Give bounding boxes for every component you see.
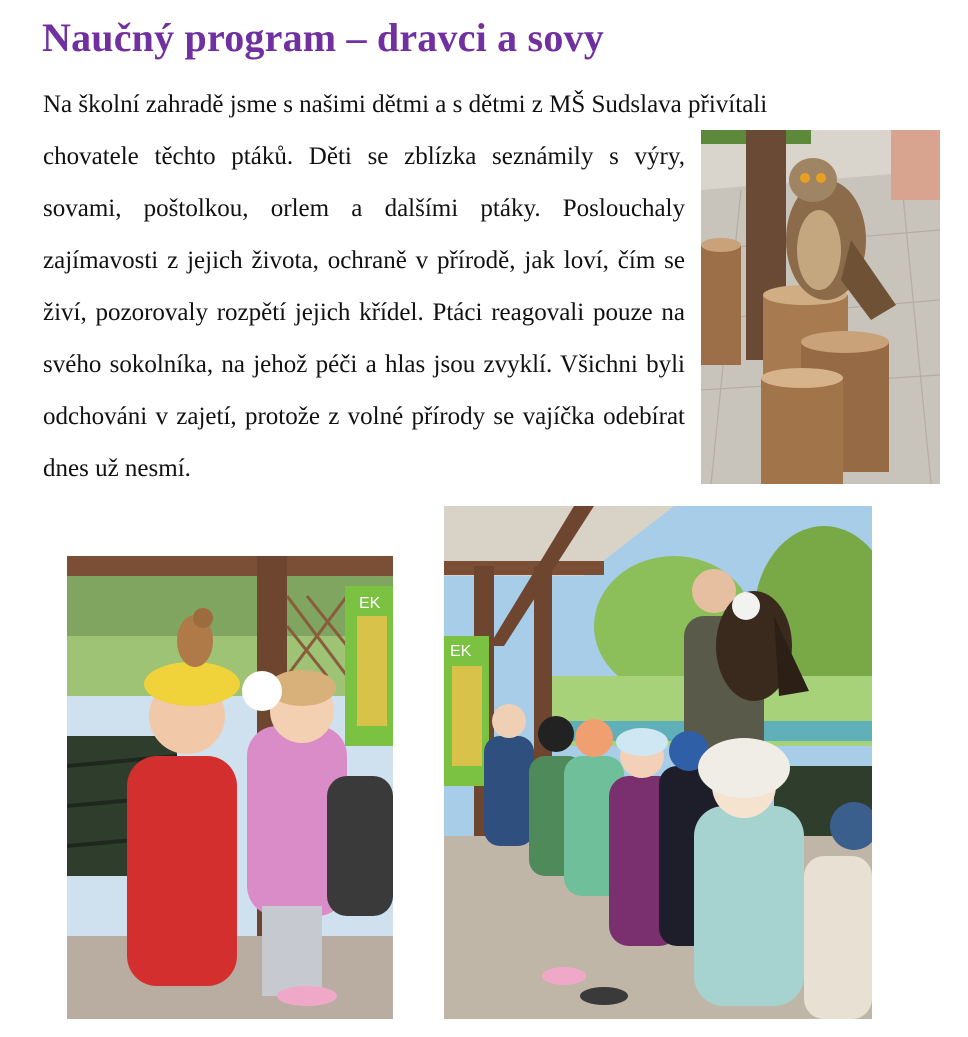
paragraph-first-line: Na školní zahradě jsme s našimi dětmi a s dětmi z MŠ Sudslava přivítali <box>43 91 768 118</box>
paragraph-body: chovatele těchto ptáků. Děti se zblízka seznámily s výry, sovami, poštolkou, orlem a dalšími ptáky. Poslouchaly zajímavosti z jejich života, ochraně v přírodě, jak loví, čím se živí, pozorovaly rozpětí jejich křídel. Ptáci reagovali pouze na svého sokolníka, na jehož péči a hlas jsou zvyklí. Všichni byli odchováni v zajetí, protože z volné přírody se vajíčka odebírat dnes už nesmí. <box>43 143 685 482</box>
owl-photo <box>701 130 940 484</box>
eagle-photo <box>444 506 872 1019</box>
kestrel-photo-illustration <box>67 556 393 1019</box>
kestrel-board-text: EK <box>359 595 381 612</box>
kestrel-photo <box>67 556 393 1019</box>
eagle-board-text: EK <box>450 643 472 660</box>
owl-photo-illustration <box>701 130 940 484</box>
eagle-photo-illustration <box>444 506 872 1019</box>
page-title: Naučný program – dravci a sovy <box>42 15 604 60</box>
